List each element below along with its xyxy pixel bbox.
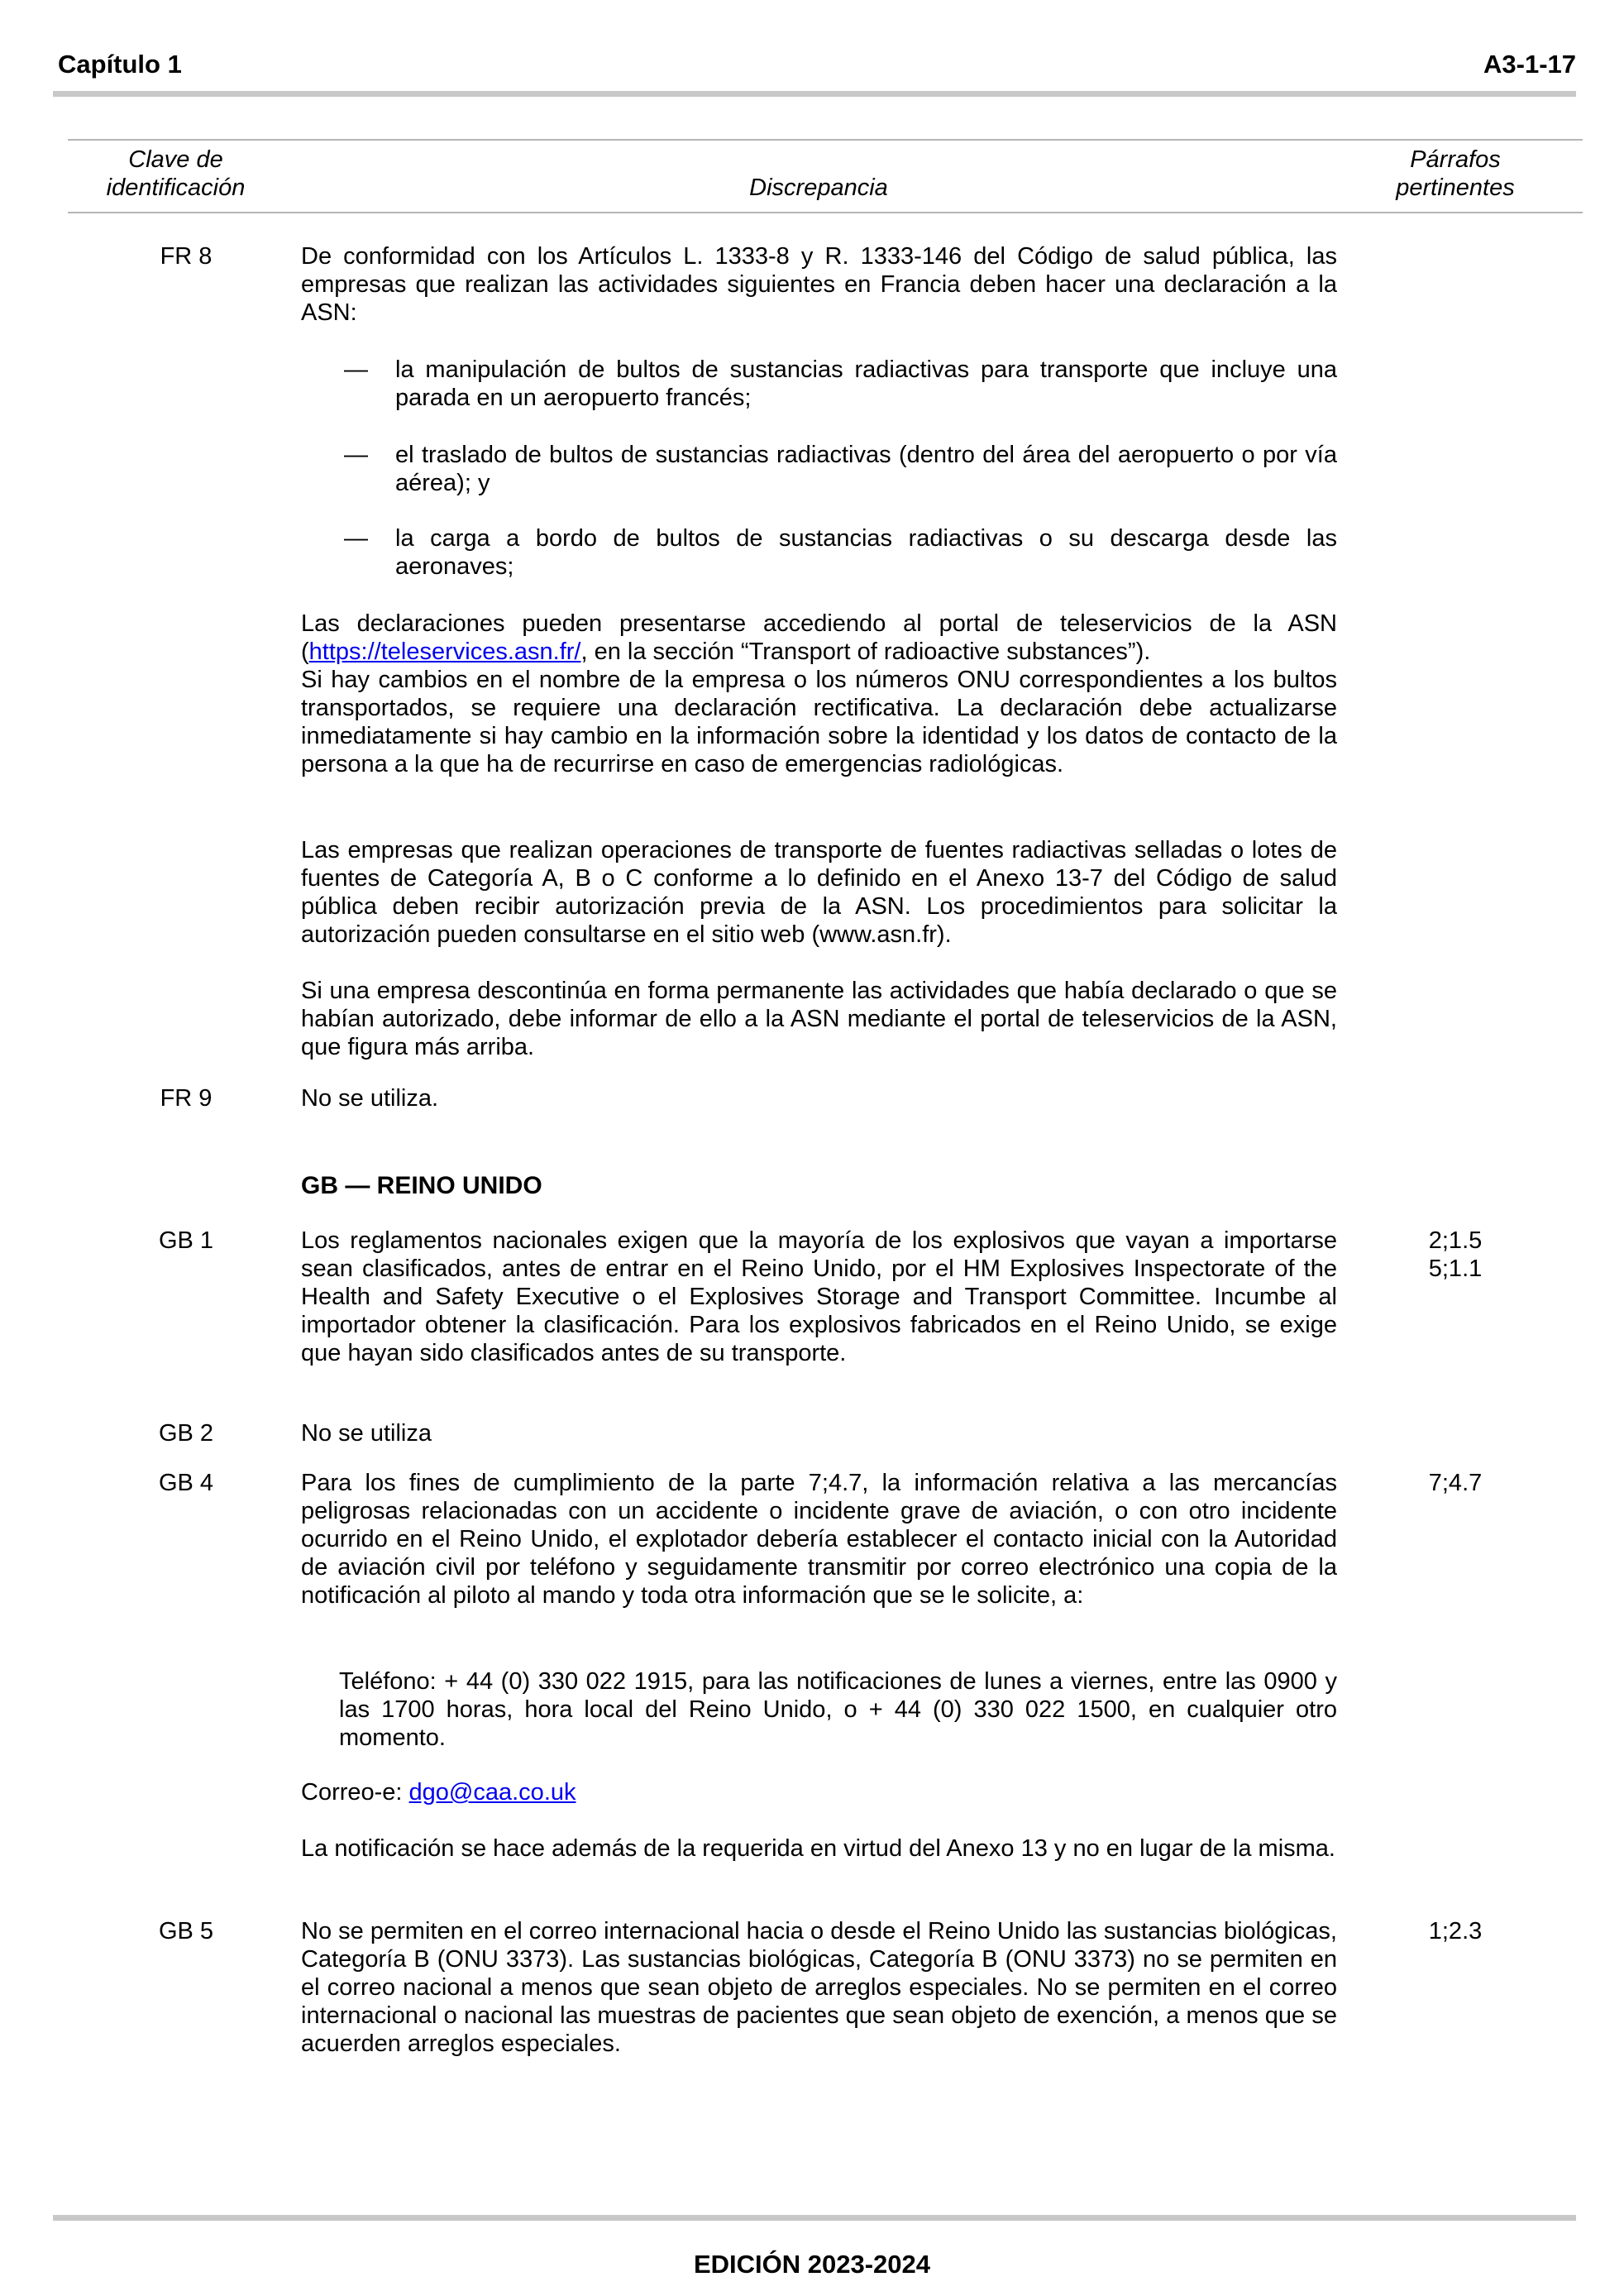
chapter-title: Capítulo 1 (58, 50, 182, 79)
fr8-list-item-text: el traslado de bultos de sustancias radiactivas (dentro del área del aeropuerto o por vía aérea); y (395, 442, 1337, 496)
column-heading-ident (83, 146, 269, 202)
dash-bullet: — (344, 525, 368, 552)
fr8-declaration (301, 610, 1337, 778)
fr8-declaration-text: Las declaraciones pueden presentarse accediendo al portal de teleservicios de la ASN ( (301, 610, 1337, 665)
column-heading-paragraphs-line2: pertinentes (1396, 175, 1515, 201)
gb4-annex-note: La notificación se hace además de la requerida en virtud del Anexo 13 y no en lugar de la misma. (301, 1835, 1335, 1862)
teleservices-link[interactable]: https://teleservices.asn.fr/ (308, 639, 581, 665)
column-heading-ident-line2: identificación (106, 175, 246, 201)
entry-id-fr8: FR 8 (160, 243, 213, 270)
table-header-rule (68, 212, 1583, 213)
entry-id-gb5: GB 5 (158, 1918, 214, 1944)
fr8-list-item (301, 441, 1337, 497)
edition-footer: EDICIÓN 2023-2024 (693, 2250, 931, 2279)
fr8-declaration-text-end: , en la sección “Transport of radioactive substances”). (580, 639, 1151, 665)
column-heading-paragraphs (1373, 146, 1538, 202)
gb2-text: No se utiliza (301, 1420, 432, 1447)
header-rule (53, 91, 1576, 97)
entry-id-gb2: GB 2 (158, 1420, 214, 1447)
page-number: A3-1-17 (1483, 50, 1576, 79)
fr9-text: No se utiliza. (301, 1085, 439, 1112)
gb1-paragraph-ref: 5;1.1 (1428, 1256, 1483, 1282)
column-heading-ident-line1: Clave de (128, 146, 223, 173)
entry-id-gb4: GB 4 (158, 1470, 214, 1496)
entry-id-fr9: FR 9 (160, 1085, 213, 1112)
fr8-intro: De conformidad con los Artículos L. 1333-8 y R. 1333-146 del Código de salud pública, las empresas que realizan las actividades siguientes en Francia deben hacer una declaración a la ASN: (301, 243, 1337, 326)
gb4-phone: Teléfono: + 44 (0) 330 022 1915, para las notificaciones de lunes a viernes, entre las 0900 y las 1700 horas, hora local del Reino Unido, o + 44 (0) 330 022 1500, en cualquier otro momento. (339, 1668, 1337, 1751)
table-top-rule (68, 139, 1583, 141)
footer-rule (53, 2215, 1576, 2221)
column-heading-paragraphs-line1: Párrafos (1410, 146, 1501, 173)
gb1-paragraphs (1373, 1227, 1538, 1283)
dash-bullet: — (344, 442, 368, 468)
dash-bullet: — (344, 356, 368, 383)
gb1-text: Los reglamentos nacionales exigen que la mayoría de los explosivos que vayan a importarse sean clasificados, antes de entrar en el Reino Unido, por el HM Explosives Inspectorate of the Health and Safety Executive o el Explosives Storage and Transport Committee. Incumbe al importador obtener la clasificación. Para los explosivos fabricados en el Reino Unido, se exige que hayan sido clasificados antes de su transporte. (301, 1227, 1337, 1366)
gb4-paragraphs: 7;4.7 (1428, 1470, 1483, 1496)
fr8-list-item (301, 524, 1337, 581)
fr8-declaration-changes: Si hay cambios en el nombre de la empresa o los números ONU correspondientes a los bultos transportados, se requiere una declaración rectificativa. La declaración debe actualizarse inmediatamente si hay cambio en la información sobre la identidad y los datos de contacto de la persona a la que ha de recurrirse en caso de emergencias radiológicas. (301, 667, 1337, 777)
fr8-list-item-text: la manipulación de bultos de sustancias radiactivas para transporte que incluye una parada en un aeropuerto francés; (395, 356, 1337, 411)
fr8-discontinue: Si una empresa descontinúa en forma permanente las actividades que había declarado o que se habían autorizado, debe informar de ello a la ASN mediante el portal de teleservicios de la ASN, que figura más arriba. (301, 978, 1337, 1060)
fr8-sealed-sources: Las empresas que realizan operaciones de transporte de fuentes radiactivas selladas o lotes de fuentes de Categoría A, B o C conforme a lo definido en el Anexo 13-7 del Código de salud pública deben recibir autorización previa de la ASN. Los procedimientos para solicitar la autorización pueden consultarse en el sitio web (www.asn.fr). (301, 837, 1337, 948)
gb5-paragraphs: 1;2.3 (1428, 1918, 1483, 1944)
email-link[interactable]: dgo@caa.co.uk (408, 1779, 576, 1806)
gb5-text: No se permiten en el correo internacional hacia o desde el Reino Unido las sustancias biológicas, Categoría B (ONU 3373). Las sustancias biológicas, Categoría B (ONU 3373) no se permiten en el correo nacional a menos que sean objeto de arreglos especiales. No se permiten en el correo internacional o nacional las muestras de pacientes que sean objeto de exención, a menos que se acuerden arreglos especiales. (301, 1918, 1337, 2057)
gb1-paragraph-ref: 2;1.5 (1428, 1227, 1483, 1254)
gb4-email-line (301, 1778, 1337, 1806)
gb4-text: Para los fines de cumplimiento de la parte 7;4.7, la información relativa a las mercancías peligrosas relacionadas con un accidente o incidente grave de aviación, o con otro incidente ocurrido en el Reino Unido, el explotador debería establecer el contacto inicial con la Autoridad de aviación civil por teléfono y seguidamente transmitir por correo electrónico una copia de la notificación al piloto al mando y toda otra información que se le solicite, a: (301, 1470, 1337, 1609)
fr8-list-item-text: la carga a bordo de bultos de sustancias radiactivas o su descarga desde las aeronaves; (395, 525, 1337, 580)
gb4-email-label: Correo-e: (301, 1779, 409, 1806)
gb-section-title: GB — REINO UNIDO (301, 1172, 542, 1199)
fr8-list-item (301, 356, 1337, 412)
column-heading-discrepancy: Discrepancia (749, 175, 888, 201)
entry-id-gb1: GB 1 (158, 1227, 214, 1254)
